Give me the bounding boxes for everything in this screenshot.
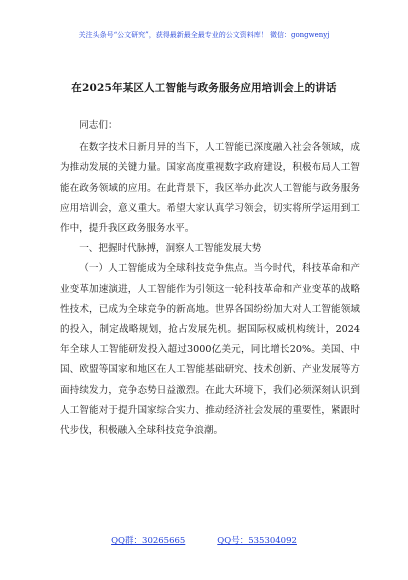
document-title: 在2025年某区人工智能与政务服务应用培训会上的讲话 (71, 82, 337, 94)
section-paragraph: （一）人工智能成为全球科技竞争焦点。当今时代，科技革命和产业变革加速演进，人工智能作为引领这一轮科技革命和产业变革的战略性技术，已成为全球竞争的新高地。世界各国纷纷加大对人工智能领域的投入，制定战略规划，抢占发展先机。据国际权威机构统计，2024年全球人工智能研发投入超过3000亿美元，同比增长20%。美国、中国、欧盟等国家和地区在人工智能基础研究、技术创新、产业发展等方面持续发力，竞争态势日益激烈。在此大环境下，我们必须深刻认识到人工智能对于提升国家综合实力、推动经济社会发展的重要性，紧跟时代步伐，积极融入全球科技竞争浪潮。 (60, 263, 360, 437)
intro-paragraph: 在数字技术日新月异的当下，人工智能已深度融入社会各领域，成为推动发展的关键力量。国家高度重视数字政府建设，积极布局人工智能在政务领域的应用。在此背景下，我区举办此次人工智能与政务服务应用培训会，意义重大。希望大家认真学习领会，切实将所学运用到工作中，提升我区政务服务水平。 (60, 142, 360, 235)
footer-qq-number-link[interactable]: QQ号：535304092 (217, 536, 297, 546)
document-body (60, 116, 360, 441)
footer-qq-group-link[interactable]: QQ群：30265665 (111, 536, 186, 546)
header-promo-note: 关注头条号“公文研究”，获得最新最全最专业的公文资料库！ 微信：gongwenyj (78, 31, 330, 39)
section-heading: 一、把握时代脉搏，洞察人工智能发展大势 (79, 243, 262, 255)
footer-contact (0, 534, 408, 546)
salutation: 同志们： (79, 120, 118, 131)
